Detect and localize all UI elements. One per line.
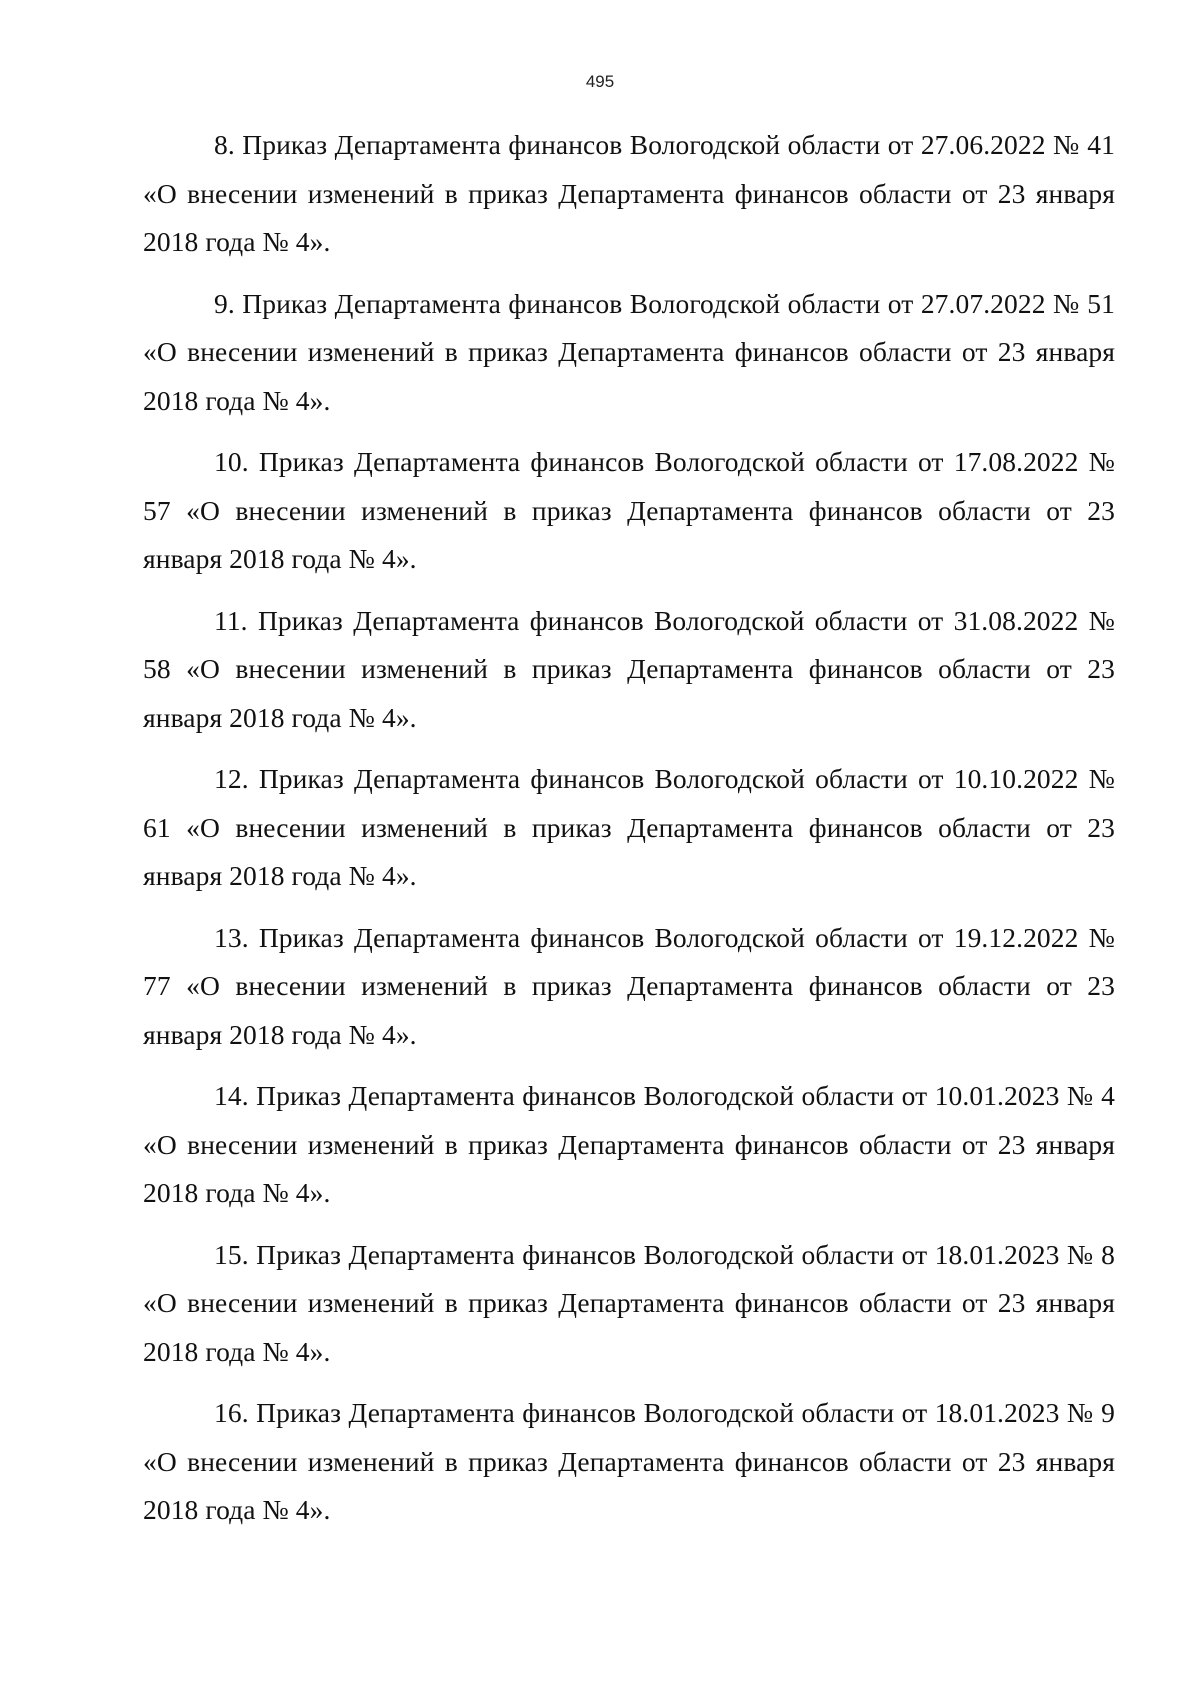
page-number: 495 bbox=[585, 72, 615, 91]
list-item: 12. Приказ Департамента финансов Вологодской области от 10.10.2022 № 61 «О внесении изменений в приказ Департамента финансов области от 23 января 2018 года № 4». bbox=[143, 763, 1115, 891]
list-item: 9. Приказ Департамента финансов Вологодской области от 27.07.2022 № 51 «О внесении изменений в приказ Департамента финансов области от 23 января 2018 года № 4». bbox=[143, 287, 1115, 416]
list-item: 14. Приказ Департамента финансов Вологодской области от 10.01.2023 № 4 «О внесении изменений в приказ Департамента финансов области от 23 января 2018 года № 4». bbox=[143, 1080, 1115, 1208]
list-item: 11. Приказ Департамента финансов Вологодской области от 31.08.2022 № 58 «О внесении изменений в приказ Департамента финансов области от 23 января 2018 года № 4». bbox=[143, 604, 1115, 733]
list-item: 8. Приказ Департамента финансов Вологодской области от 27.06.2022 № 41 «О внесении изменений в приказ Департамента финансов области от 23 января 2018 года № 4». bbox=[143, 129, 1115, 257]
list-item: 16. Приказ Департамента финансов Вологодской области от 18.01.2023 № 9 «О внесении изменений в приказ Департамента финансов области от 23 января 2018 года № 4». bbox=[143, 1397, 1115, 1525]
list-item: 13. Приказ Департамента финансов Вологодской области от 19.12.2022 № 77 «О внесении изменений в приказ Департамента финансов области от 23 января 2018 года № 4». bbox=[143, 921, 1115, 1050]
list-item: 10. Приказ Департамента финансов Вологодской области от 17.08.2022 № 57 «О внесении изменений в приказ Департамента финансов области от 23 января 2018 года № 4». bbox=[143, 446, 1115, 574]
order-list bbox=[143, 121, 1115, 1548]
list-item: 15. Приказ Департамента финансов Вологодской области от 18.01.2023 № 8 «О внесении изменений в приказ Департамента финансов области от 23 января 2018 года № 4». bbox=[143, 1238, 1115, 1367]
